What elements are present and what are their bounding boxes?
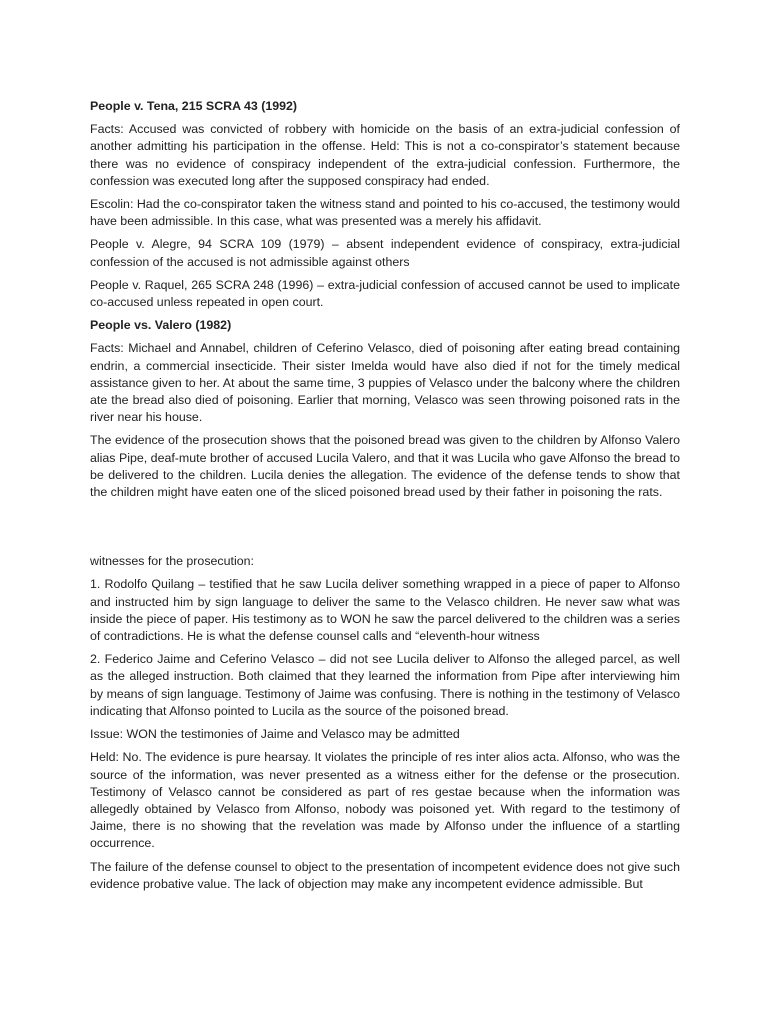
- raquel-paragraph: People v. Raquel, 265 SCRA 248 (1996) – extra-judicial confession of accused cannot be used to implicate co-accused unless repeated in open court.: [90, 277, 680, 310]
- valero-evidence-paragraph: The evidence of the prosecution shows that the poisoned bread was given to the children by Alfonso Valero alias Pipe, deaf-mute brother of accused Lucila Valero, and that it was Lucila who gave Alfonso the bread to be delivered to the children. Lucila denies the allegation. The evidence of the defense tends to show that the children might have eaten one of the sliced poisoned bread used by their father in poisoning the rats.: [90, 433, 680, 500]
- witness-1-paragraph: 1. Rodolfo Quilang – testified that he saw Lucila deliver something wrapped in a piece of paper to Alfonso and instructed him by sign language to deliver the same to the Velasco children. He never saw what was inside the piece of paper. His testimony as to WON he saw the parcel delivered to the children was a series of contradictions. He is what the defense counsel calls and “eleventh-hour witness: [90, 577, 680, 644]
- witnesses-heading: witnesses for the prosecution:: [90, 554, 254, 569]
- section-spacer: [90, 507, 680, 553]
- held-paragraph: Held: No. The evidence is pure hearsay. It violates the principle of res inter alios acta. Alfonso, who was the source of the information, was never presented as a witness either for the defense or the prosecution. Testimony of Velasco cannot be considered as part of res gestae because when the information was allegedly obtained by Velasco from Alfonso, nobody was poisoned yet. With regard to the testimony of Jaime, there is no showing that the revelation was made by Alfonso under the influence of a startling occurrence.: [90, 750, 680, 851]
- valero-facts-paragraph: Facts: Michael and Annabel, children of Ceferino Velasco, died of poisoning after eating bread containing endrin, a commercial insecticide. Their sister Imelda would have also died if not for the timely medical assistance given to her. At about the same time, 3 puppies of Velasco under the balcony where the children ate the bread also died of poisoning. Earlier that morning, Velasco was seen throwing poisoned rats in the river near his house.: [90, 341, 680, 425]
- case-heading-tena: People v. Tena, 215 SCRA 43 (1992): [90, 99, 298, 113]
- tena-facts-paragraph: Facts: Accused was convicted of robbery with homicide on the basis of an extra-judicial confession of another admitting his participation in the offense. Held: This is not a co-conspirator’s statement because there was no evidence of conspiracy independent of the extra-judicial confession. Furthermore, the confession was executed long after the supposed conspiracy had ended.: [90, 122, 680, 188]
- witness-2-paragraph: 2. Federico Jaime and Ceferino Velasco – did not see Lucila deliver to Alfonso the alleged parcel, as well as the alleged instruction. Both claimed that they learned the information from Pipe after interviewing him by means of sign language. Testimony of Jaime was confusing. There is nothing in the testimony of Velasco indicating that Alfonso pointed to Lucila as the source of the poisoned bread.: [90, 652, 680, 718]
- failure-paragraph: The failure of the defense counsel to object to the presentation of incompetent evidence does not give such evidence probative value. The lack of objection may make any incompetent evidence admissible. But: [90, 859, 680, 891]
- case-heading-valero: People vs. Valero (1982): [90, 318, 232, 333]
- document-page: [90, 98, 680, 899]
- issue-paragraph: Issue: WON the testimonies of Jaime and Velasco may be admitted: [90, 727, 460, 742]
- alegre-paragraph: People v. Alegre, 94 SCRA 109 (1979) – absent independent evidence of conspiracy, extra-judicial confession of the accused is not admissible against others: [90, 237, 680, 269]
- tena-escolin-paragraph: Escolin: Had the co-conspirator taken the witness stand and pointed to his co-accused, the testimony would have been admissible. In this case, what was presented was a merely his affidavit.: [90, 197, 680, 229]
